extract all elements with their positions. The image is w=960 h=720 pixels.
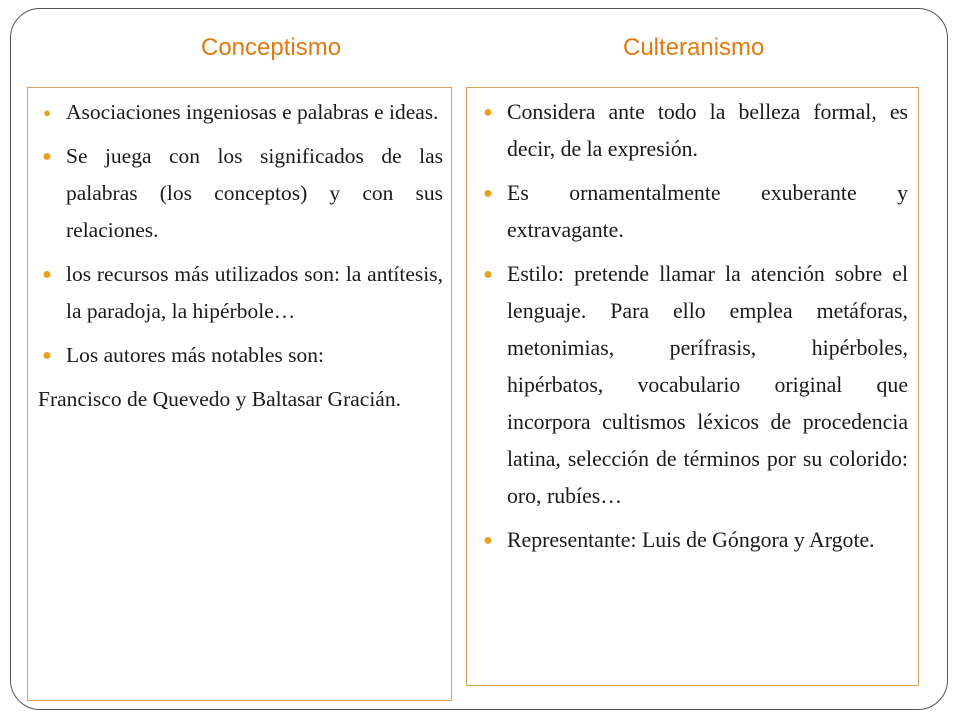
conceptismo-box	[27, 87, 452, 701]
bullet-icon: ●	[42, 148, 52, 165]
bullet-icon: ●	[42, 347, 52, 364]
list-item-text: Los autores más notables son:	[66, 343, 324, 367]
list-item-text: Es ornamentalmente exuberante y extravagante.	[507, 181, 908, 242]
list-item-text: Asociaciones ingeniosas e palabras e ideas.	[66, 100, 439, 124]
authors-text: Francisco de Quevedo y Baltasar Gracián.	[38, 387, 401, 411]
bullet-icon: ●	[483, 104, 493, 121]
list-item-text: Estilo: pretende llamar la atención sobre el lenguaje. Para ello emplea metáforas, metonimias, perífrasis, hipérboles, hipérbatos, vocabulario original que incorpora cultismos léxicos de procedencia latina, selección de términos por su colorido: oro, rubíes…	[507, 262, 908, 508]
list-item-text: Se juega con los significados de las palabras (los conceptos) y con sus relaciones.	[66, 144, 443, 242]
culteranismo-list	[479, 94, 908, 566]
list-item-text: los recursos más utilizados son: la antítesis, la paradoja, la hipérbole…	[66, 262, 443, 323]
list-item	[479, 175, 908, 249]
bullet-icon: ●	[42, 266, 52, 283]
list-item	[479, 94, 908, 168]
list-item-text: Considera ante todo la belleza formal, es decir, de la expresión.	[507, 100, 908, 161]
list-item	[38, 94, 443, 131]
conceptismo-list	[38, 94, 443, 425]
authors-line	[38, 381, 443, 418]
list-item-text: Representante: Luis de Góngora y Argote.	[507, 528, 875, 552]
list-item	[38, 337, 443, 374]
list-item	[479, 522, 908, 559]
bullet-icon: ●	[43, 105, 51, 120]
culteranismo-box	[466, 87, 919, 686]
bullet-icon: ●	[483, 185, 493, 202]
conceptismo-title: Conceptismo	[201, 34, 342, 61]
list-item	[38, 256, 443, 330]
bullet-icon: ●	[483, 532, 493, 549]
list-item	[479, 256, 908, 515]
culteranismo-title: Culteranismo	[623, 34, 765, 61]
bullet-icon: ●	[483, 266, 493, 283]
list-item	[38, 138, 443, 249]
